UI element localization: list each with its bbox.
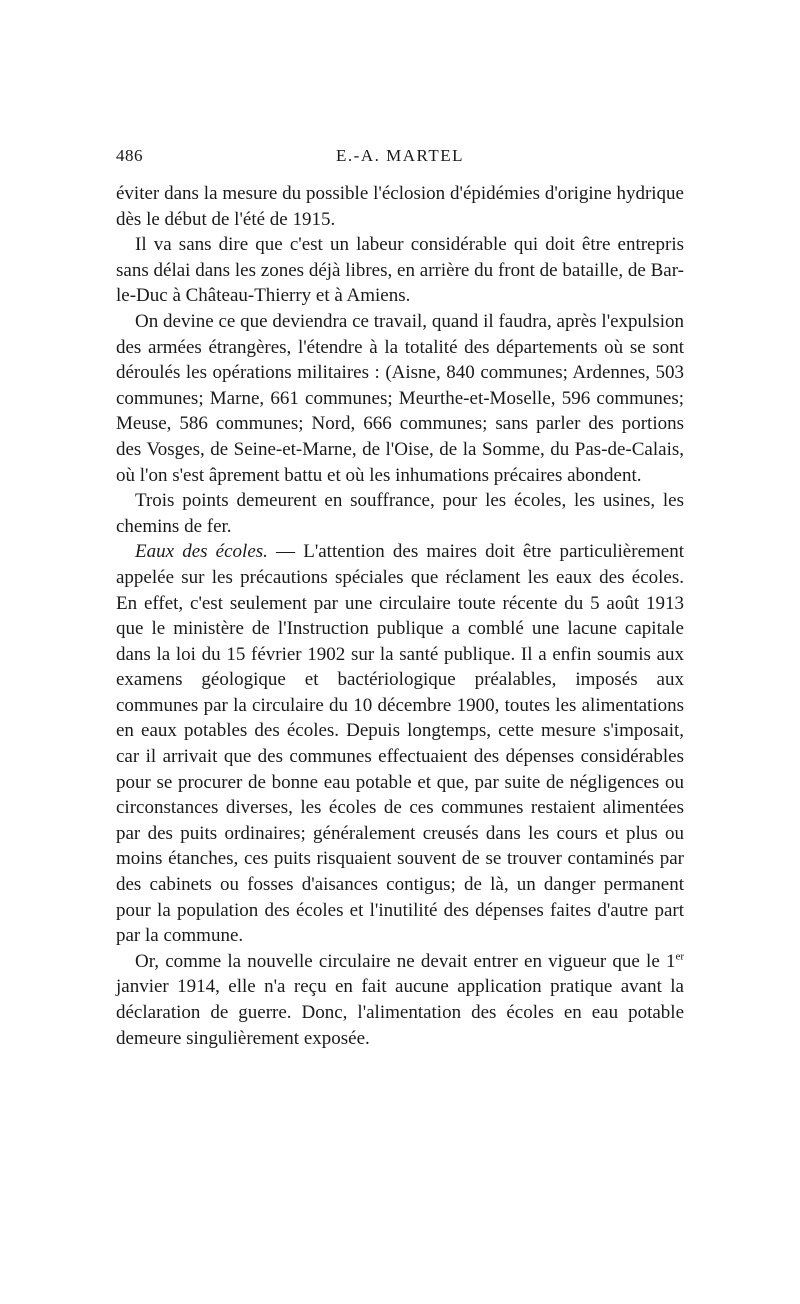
paragraph-2: Il va sans dire que c'est un labeur considérable qui doit être entrepris sans délai dans les zones déjà libres, en arrière du front de bataille, de Bar-le-Duc à Château-Thierry et à Amiens. <box>116 234 684 307</box>
paragraph-1: éviter dans la mesure du possible l'éclosion d'épidémies d'origine hydrique dès le début de l'été de 1915. <box>116 183 684 230</box>
page-number: 486 <box>116 146 143 165</box>
paragraph-5-text: — L'attention des maires doit être particulièrement appelée sur les précautions spéciales que réclament les eaux des écoles. En effet, c'est seulement par une circulaire toute récente du 5 août 1913 que le ministère de l'Instruction publique a comblé une lacune capitale dans la loi du 15 février 1902 sur la santé publique. Il a enfin soumis aux examens géologique et bactériologique préalables, imposés aux communes par la circulaire du 10 décembre 1900, toutes les alimentations en eaux potables des écoles. Depuis longtemps, cette mesure s'imposait, car il arrivait que des communes effectuaient des dépenses considérables pour se procurer de bonne eau potable et que, par suite de négligences ou circonstances diverses, les écoles de ces communes restaient alimentées par des puits ordinaires; généralement creusés dans les cours et plus ou moins étanches, ces puits risquaient souvent de se trouver contaminés par des cabinets ou fosses d'aisances contigus; de là, un danger permanent pour la population des écoles et l'inutilité des dépenses faites d'autre part par la commune. <box>116 541 684 947</box>
paragraph-6-text-end: janvier 1914, elle n'a reçu en fait aucune application pratique avant la déclaration de guerre. Donc, l'alimentation des écoles en eau potable demeure singulièrement exposée. <box>116 976 684 1049</box>
paragraph-3: On devine ce que deviendra ce travail, quand il faudra, après l'expulsion des armées étrangères, l'étendre à la totalité des départements où se sont déroulés les opérations militaires : (Aisne, 840 communes; Ardennes, 503 communes; Marne, 661 communes; Meurthe-et-Moselle, 596 communes; Meuse, 586 communes; Nord, 666 communes; sans parler des portions des Vosges, de Seine-et-Marne, de l'Oise, de la Somme, du Pas-de-Calais, où l'on s'est âprement battu et où les inhumations précaires abondent. <box>116 310 684 486</box>
paragraph-6-text-start: Or, comme la nouvelle circulaire ne devait entrer en vigueur que le 1 <box>135 950 676 972</box>
running-head <box>116 146 684 170</box>
ordinal-superscript: er <box>675 950 684 963</box>
paragraph-4: Trois points demeurent en souffrance, pour les écoles, les usines, les chemins de fer. <box>116 490 684 537</box>
paragraph-6 <box>116 949 684 1051</box>
section-heading-eaux-des-ecoles: Eaux des écoles. <box>135 541 268 563</box>
paragraph-5 <box>116 539 684 949</box>
running-title: E.-A. MARTEL <box>336 146 464 165</box>
body-text <box>116 181 684 1051</box>
